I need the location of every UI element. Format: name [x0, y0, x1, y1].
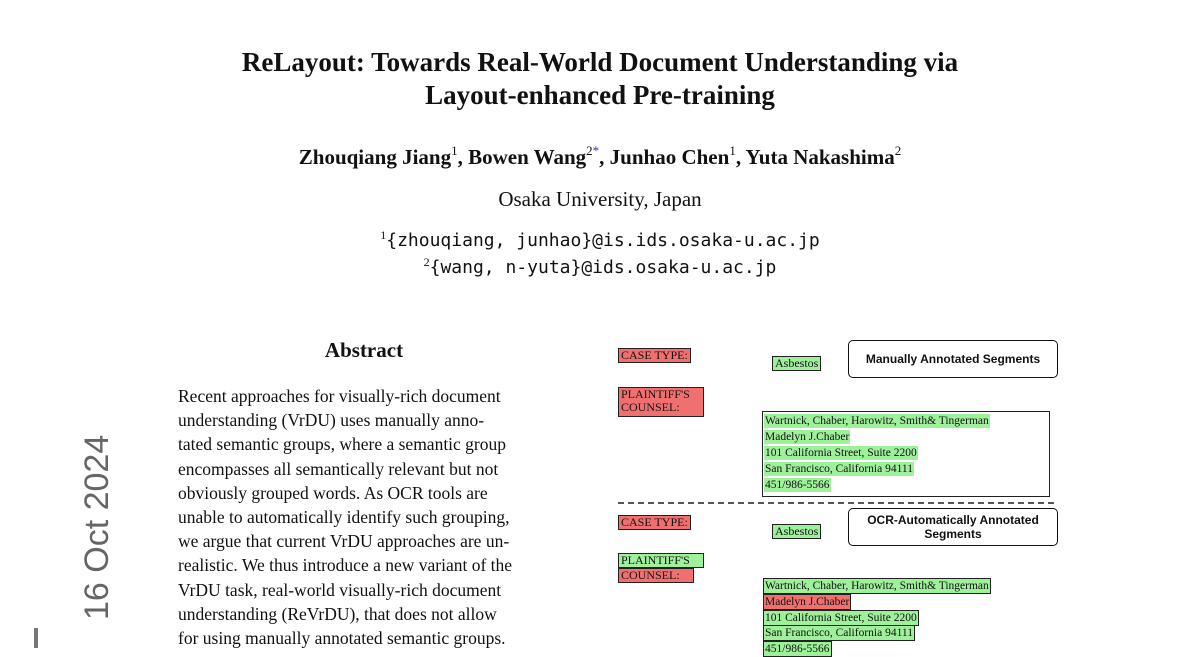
email-sup: 2	[423, 255, 430, 269]
address-line: Wartnick, Chaber, Harowitz, Smith& Tingerman	[765, 415, 989, 427]
abstract-body	[178, 384, 550, 650]
case-type-tag: CASE TYPE:	[618, 515, 691, 530]
ocr-address-line: 101 California Street, Suite 2200	[765, 612, 917, 624]
address-line: 101 California Street, Suite 2200	[765, 447, 917, 459]
email-line-1	[0, 228, 1200, 251]
email-line-2	[0, 255, 1200, 278]
arxiv-stamp-bar	[34, 628, 38, 648]
author-list	[0, 144, 1200, 170]
author-name: Bowen Wang	[468, 145, 587, 169]
ocr-address-line: 451/986-5566	[765, 643, 830, 655]
abstract-line: realistic. We thus introduce a new variant of the	[178, 555, 513, 576]
author-affil-sup: 2*	[586, 143, 600, 158]
abstract-line: we argue that current VrDU approaches are un-	[178, 531, 510, 552]
email-sup: 1	[380, 228, 387, 242]
author-sep: ,	[457, 145, 469, 169]
plaintiff-tag: PLAINTIFF'S	[618, 553, 704, 568]
asbestos-tag: Asbestos	[772, 524, 821, 539]
abstract-line: encompasses all semantically relevant but not	[178, 458, 499, 479]
author-affil-sup: 1	[729, 143, 736, 158]
ocr-address-line: Madelyn J.Chaber	[765, 596, 850, 608]
email-text: {wang, n-yuta}@ids.osaka-u.ac.jp	[429, 257, 777, 278]
case-type-tag: CASE TYPE:	[618, 348, 691, 363]
plaintiff-text: PLAINTIFF'S	[621, 387, 690, 401]
abstract-line: understanding (VrDU) uses manually anno-	[178, 410, 485, 431]
counsel-text: COUNSEL:	[621, 400, 680, 414]
abstract-line: VrDU task, real-world visually-rich document	[178, 579, 502, 600]
title-line-2: Layout-enhanced Pre-training	[425, 80, 775, 110]
author-sep: ,	[599, 145, 610, 169]
manual-segments-label: Manually Annotated Segments	[848, 340, 1058, 378]
address-line: Madelyn J.Chaber	[765, 431, 850, 443]
abstract-line: obviously grouped words. As OCR tools are	[178, 482, 488, 503]
abstract-line: for using manually annotated semantic groups.	[178, 628, 506, 649]
teaser-figure	[610, 336, 1070, 655]
author-name: Yuta Nakashima	[745, 145, 895, 169]
affiliation: Osaka University, Japan	[498, 187, 702, 211]
arxiv-stamp	[10, 410, 116, 648]
author-sep: ,	[735, 145, 746, 169]
address-line: 451/986-5566	[765, 479, 830, 491]
address-block-manual	[762, 411, 1050, 497]
abstract-line: Recent approaches for visually-rich document	[178, 386, 501, 406]
author-affil-sup: 2	[894, 143, 902, 158]
email-text: {zhouqiang, junhao}@is.ids.osaka-u.ac.jp	[386, 230, 820, 251]
abstract-line: tated semantic groups, where a semantic group	[178, 434, 507, 455]
author-affil-sup: 1	[451, 143, 458, 158]
address-line: San Francisco, California 94111	[765, 463, 913, 475]
ocr-label-line-2: Segments	[924, 527, 982, 541]
ocr-address-line: Wartnick, Chaber, Harowitz, Smith& Tingerman	[765, 580, 989, 592]
ocr-address-line: San Francisco, California 94111	[765, 627, 913, 639]
paper-title	[0, 46, 1200, 112]
ocr-segments-label	[848, 508, 1058, 546]
arxiv-date: 16 Oct 2024	[78, 434, 116, 620]
author-name: Junhao Chen	[609, 145, 730, 169]
author-name: Zhouqiang Jiang	[298, 145, 452, 169]
counsel-tag: COUNSEL:	[618, 568, 694, 583]
figure-divider	[618, 502, 1054, 504]
asbestos-tag: Asbestos	[772, 356, 821, 371]
abstract-line: unable to automatically identify such grouping,	[178, 507, 510, 528]
plaintiff-counsel-tag	[618, 387, 704, 417]
abstract-heading: Abstract	[324, 338, 404, 362]
abstract-line: understanding (ReVrDU), that does not allow	[178, 603, 497, 624]
title-line-1: ReLayout: Towards Real-World Document Understanding via	[241, 47, 959, 77]
ocr-label-line-1: OCR-Automatically Annotated	[867, 513, 1039, 527]
corresponding-author-star: *	[592, 143, 600, 158]
